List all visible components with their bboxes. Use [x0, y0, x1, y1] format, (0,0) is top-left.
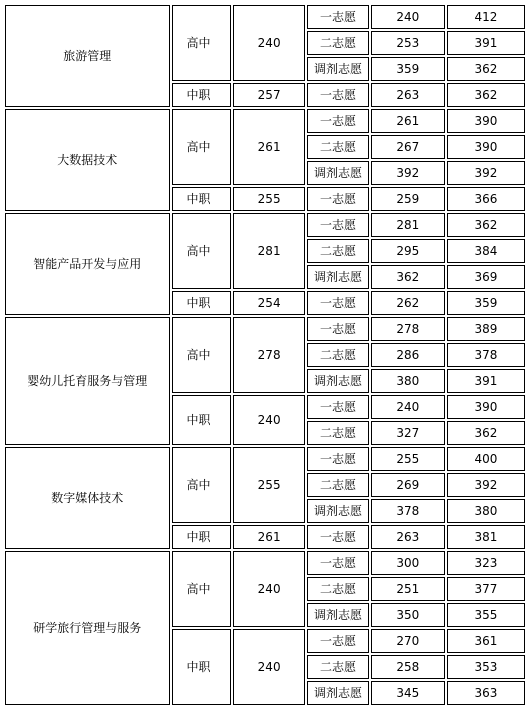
student-type-cell: 中职 [172, 187, 232, 211]
max-score-cell: 362 [447, 421, 525, 445]
min-score-cell: 267 [371, 135, 445, 159]
wish-type-cell: 二志愿 [307, 135, 369, 159]
min-score-cell: 255 [371, 447, 445, 471]
cutoff-score-cell: 240 [233, 395, 305, 445]
score-table-body [5, 5, 525, 705]
cutoff-score-cell: 255 [233, 447, 305, 523]
min-score-cell: 327 [371, 421, 445, 445]
max-score-cell: 361 [447, 629, 525, 653]
max-score-cell: 380 [447, 499, 525, 523]
min-score-cell: 359 [371, 57, 445, 81]
min-score-cell: 240 [371, 5, 445, 29]
score-table [3, 3, 527, 707]
min-score-cell: 380 [371, 369, 445, 393]
wish-type-cell: 一志愿 [307, 629, 369, 653]
min-score-cell: 262 [371, 291, 445, 315]
max-score-cell: 392 [447, 161, 525, 185]
cutoff-score-cell: 240 [233, 5, 305, 81]
wish-type-cell: 二志愿 [307, 343, 369, 367]
wish-type-cell: 一志愿 [307, 187, 369, 211]
min-score-cell: 350 [371, 603, 445, 627]
wish-type-cell: 二志愿 [307, 31, 369, 55]
min-score-cell: 295 [371, 239, 445, 263]
max-score-cell: 392 [447, 473, 525, 497]
table-row [5, 317, 525, 341]
student-type-cell: 高中 [172, 447, 232, 523]
table-row [5, 213, 525, 237]
wish-type-cell: 二志愿 [307, 473, 369, 497]
wish-type-cell: 一志愿 [307, 395, 369, 419]
max-score-cell: 362 [447, 83, 525, 107]
student-type-cell: 中职 [172, 291, 232, 315]
max-score-cell: 378 [447, 343, 525, 367]
major-name-cell: 旅游管理 [5, 5, 170, 107]
max-score-cell: 362 [447, 57, 525, 81]
max-score-cell: 389 [447, 317, 525, 341]
max-score-cell: 390 [447, 109, 525, 133]
wish-type-cell: 二志愿 [307, 655, 369, 679]
max-score-cell: 362 [447, 213, 525, 237]
min-score-cell: 259 [371, 187, 445, 211]
min-score-cell: 263 [371, 83, 445, 107]
major-name-cell: 智能产品开发与应用 [5, 213, 170, 315]
student-type-cell: 高中 [172, 109, 232, 185]
max-score-cell: 390 [447, 135, 525, 159]
wish-type-cell: 一志愿 [307, 5, 369, 29]
max-score-cell: 353 [447, 655, 525, 679]
max-score-cell: 400 [447, 447, 525, 471]
wish-type-cell: 一志愿 [307, 109, 369, 133]
table-row [5, 109, 525, 133]
major-name-cell: 大数据技术 [5, 109, 170, 211]
max-score-cell: 355 [447, 603, 525, 627]
wish-type-cell: 二志愿 [307, 577, 369, 601]
wish-type-cell: 调剂志愿 [307, 499, 369, 523]
max-score-cell: 363 [447, 681, 525, 705]
min-score-cell: 258 [371, 655, 445, 679]
wish-type-cell: 调剂志愿 [307, 57, 369, 81]
min-score-cell: 269 [371, 473, 445, 497]
max-score-cell: 391 [447, 31, 525, 55]
min-score-cell: 281 [371, 213, 445, 237]
table-row [5, 551, 525, 575]
min-score-cell: 253 [371, 31, 445, 55]
max-score-cell: 369 [447, 265, 525, 289]
max-score-cell: 390 [447, 395, 525, 419]
wish-type-cell: 调剂志愿 [307, 369, 369, 393]
wish-type-cell: 一志愿 [307, 525, 369, 549]
cutoff-score-cell: 255 [233, 187, 305, 211]
major-name-cell: 数字媒体技术 [5, 447, 170, 549]
wish-type-cell: 调剂志愿 [307, 681, 369, 705]
wish-type-cell: 一志愿 [307, 213, 369, 237]
cutoff-score-cell: 281 [233, 213, 305, 289]
student-type-cell: 中职 [172, 395, 232, 445]
max-score-cell: 323 [447, 551, 525, 575]
major-name-cell: 研学旅行管理与服务 [5, 551, 170, 705]
max-score-cell: 381 [447, 525, 525, 549]
min-score-cell: 378 [371, 499, 445, 523]
student-type-cell: 中职 [172, 525, 232, 549]
min-score-cell: 251 [371, 577, 445, 601]
min-score-cell: 345 [371, 681, 445, 705]
min-score-cell: 263 [371, 525, 445, 549]
cutoff-score-cell: 257 [233, 83, 305, 107]
cutoff-score-cell: 240 [233, 629, 305, 705]
student-type-cell: 中职 [172, 629, 232, 705]
student-type-cell: 中职 [172, 83, 232, 107]
min-score-cell: 362 [371, 265, 445, 289]
cutoff-score-cell: 261 [233, 109, 305, 185]
max-score-cell: 359 [447, 291, 525, 315]
cutoff-score-cell: 240 [233, 551, 305, 627]
table-row [5, 447, 525, 471]
wish-type-cell: 二志愿 [307, 239, 369, 263]
cutoff-score-cell: 254 [233, 291, 305, 315]
wish-type-cell: 一志愿 [307, 317, 369, 341]
student-type-cell: 高中 [172, 551, 232, 627]
student-type-cell: 高中 [172, 317, 232, 393]
wish-type-cell: 一志愿 [307, 447, 369, 471]
wish-type-cell: 调剂志愿 [307, 265, 369, 289]
wish-type-cell: 一志愿 [307, 291, 369, 315]
cutoff-score-cell: 261 [233, 525, 305, 549]
max-score-cell: 391 [447, 369, 525, 393]
table-row [5, 5, 525, 29]
max-score-cell: 366 [447, 187, 525, 211]
max-score-cell: 377 [447, 577, 525, 601]
min-score-cell: 270 [371, 629, 445, 653]
wish-type-cell: 一志愿 [307, 83, 369, 107]
wish-type-cell: 二志愿 [307, 421, 369, 445]
min-score-cell: 278 [371, 317, 445, 341]
wish-type-cell: 一志愿 [307, 551, 369, 575]
max-score-cell: 384 [447, 239, 525, 263]
wish-type-cell: 调剂志愿 [307, 603, 369, 627]
major-name-cell: 婴幼儿托育服务与管理 [5, 317, 170, 445]
min-score-cell: 286 [371, 343, 445, 367]
wish-type-cell: 调剂志愿 [307, 161, 369, 185]
student-type-cell: 高中 [172, 213, 232, 289]
max-score-cell: 412 [447, 5, 525, 29]
student-type-cell: 高中 [172, 5, 232, 81]
cutoff-score-cell: 278 [233, 317, 305, 393]
min-score-cell: 261 [371, 109, 445, 133]
min-score-cell: 392 [371, 161, 445, 185]
min-score-cell: 240 [371, 395, 445, 419]
min-score-cell: 300 [371, 551, 445, 575]
